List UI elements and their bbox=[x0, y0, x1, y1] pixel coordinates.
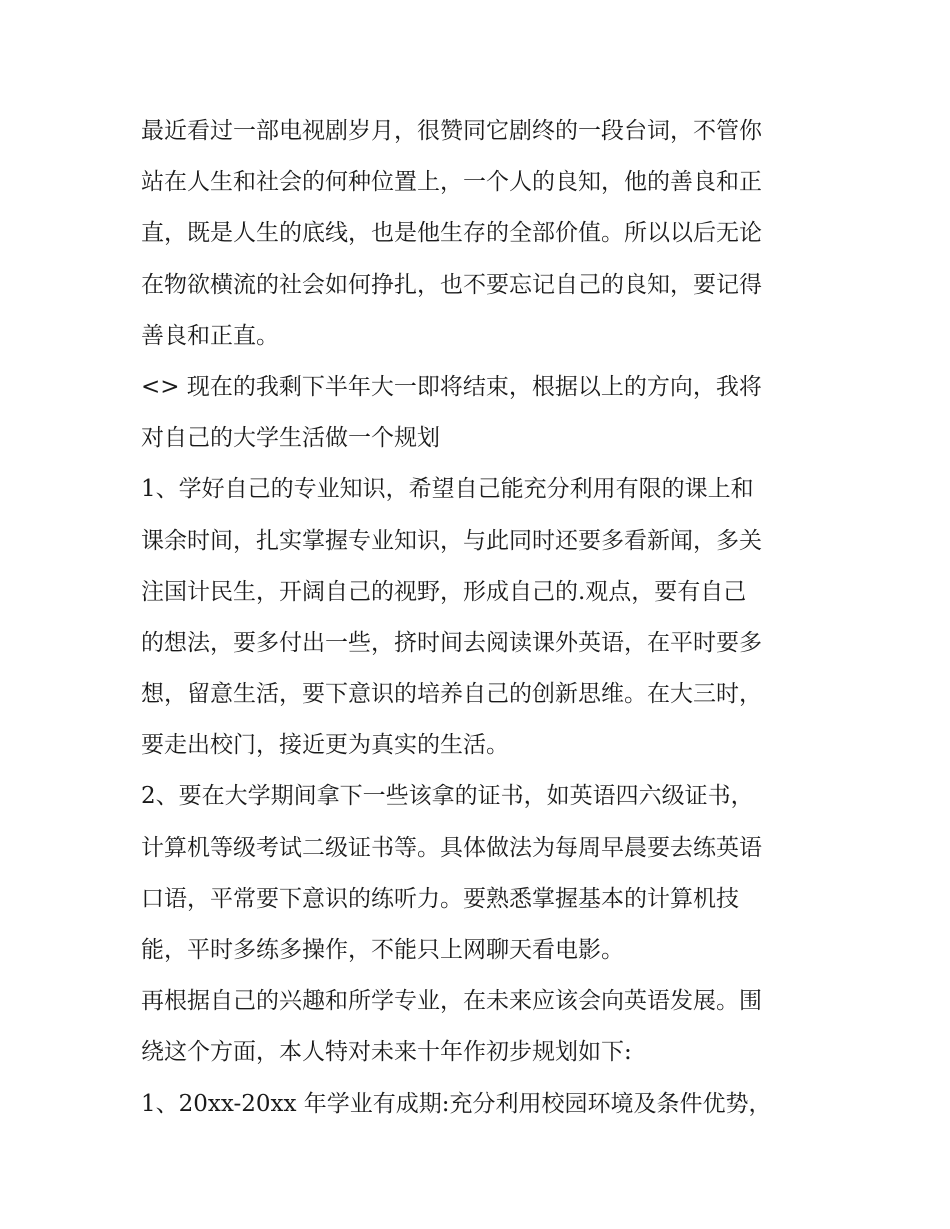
text-line: 直，既是人生的底线，也是他生存的全部价值。所以以后无论 bbox=[141, 220, 762, 247]
document-body bbox=[141, 106, 821, 1130]
text-line: 善良和正直。 bbox=[141, 322, 279, 349]
text-line: 能，平时多练多操作，不能只上网聊天看电影。 bbox=[141, 937, 624, 963]
text-line: 绕这个方面，本人特对未来十年作初步规划如下: bbox=[141, 1039, 632, 1066]
text-line: 的想法，要多付出一些，挤时间去阅读课外英语，在平时要多 bbox=[141, 629, 762, 656]
text-line: 1、20xx-20xx 年学业有成期:充分利用校园环境及条件优势， bbox=[141, 1090, 772, 1117]
text-line: 2、要在大学期间拿下一些该拿的证书，如英语四六级证书， bbox=[141, 783, 754, 810]
text-line: 对自己的大学生活做一个规划 bbox=[141, 425, 440, 452]
text-line: 在物欲横流的社会如何挣扎，也不要忘记自己的良知，要记得 bbox=[141, 271, 762, 298]
text-line: 口语，平常要下意识的练听力。要熟悉掌握基本的计算机技 bbox=[141, 885, 739, 912]
text-line: 站在人生和社会的何种位置上，一个人的良知，他的善良和正 bbox=[141, 169, 762, 196]
text-line: 想，留意生活，要下意识的培养自己的创新思维。在大三时， bbox=[141, 681, 762, 708]
text-line: 课余时间，扎实掌握专业知识，与此同时还要多看新闻，多关 bbox=[141, 527, 762, 554]
text-line: 1、学好自己的专业知识，希望自己能充分利用有限的课上和 bbox=[141, 476, 754, 503]
text-line: <> 现在的我剩下半年大一即将结束，根据以上的方向，我将 bbox=[141, 373, 762, 400]
text-line: 再根据自己的兴趣和所学专业，在未来应该会向英语发展。围 bbox=[141, 988, 762, 1015]
text-line: 注国计民生，开阔自己的视野，形成自己的.观点，要有自己 bbox=[141, 578, 747, 605]
text-line: 最近看过一部电视剧岁月，很赞同它剧终的一段台词，不管你 bbox=[141, 118, 762, 144]
text-line: 计算机等级考试二级证书等。具体做法为每周早晨要去练英语 bbox=[141, 834, 762, 861]
text-line: 要走出校门，接近更为真实的生活。 bbox=[141, 732, 509, 759]
